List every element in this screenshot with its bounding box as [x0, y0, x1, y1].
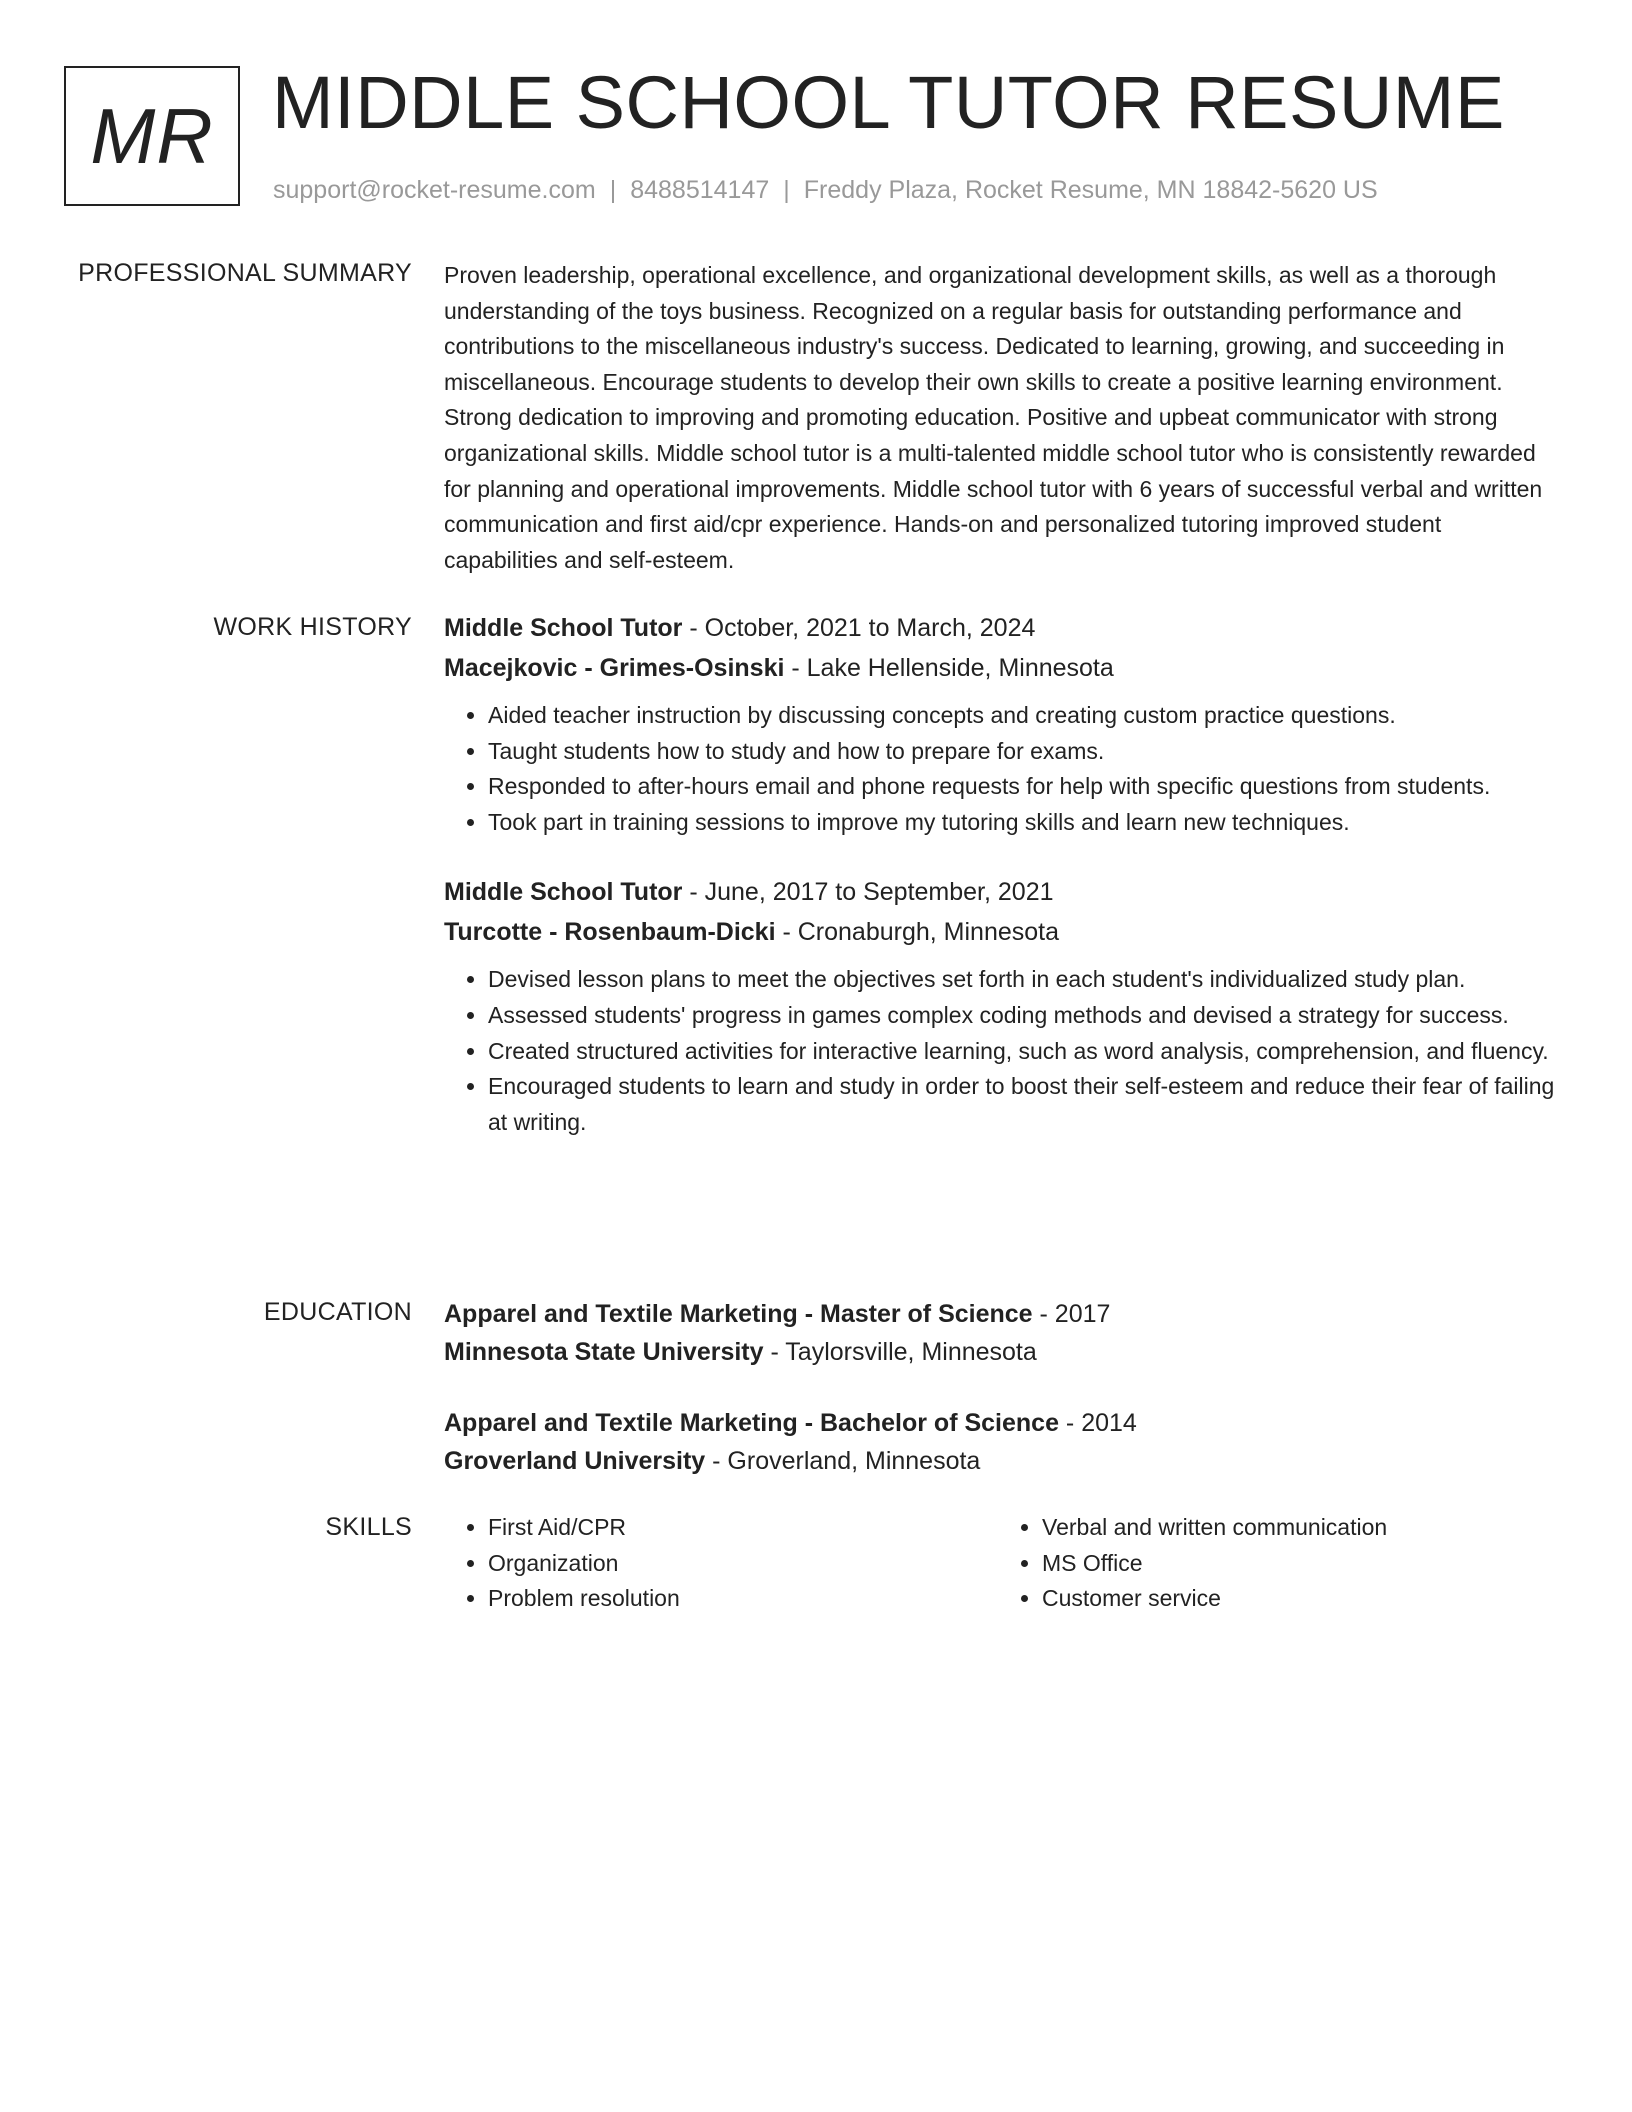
- job-company-line: [444, 648, 1556, 688]
- job-bullets: [444, 698, 1556, 840]
- job-location: - Lake Hellenside, Minnesota: [784, 654, 1114, 682]
- section-heading-skills: SKILLS: [325, 1513, 412, 1541]
- job-bullet: • Aided teacher instruction by discussing concepts and creating custom practice questions.: [488, 698, 1556, 734]
- skills-column-left: [444, 1510, 988, 1617]
- job-bullets: [444, 962, 1556, 1140]
- monogram-logo: [64, 66, 240, 206]
- education-entry: [444, 1404, 1556, 1480]
- education-entry: [444, 1295, 1556, 1371]
- skills-body: [444, 1510, 1556, 1617]
- job-bullet: • Took part in training sessions to improve my tutoring skills and learn new techniques.: [488, 805, 1556, 841]
- skill-item: • Problem resolution: [488, 1581, 988, 1617]
- job-title: Middle School Tutor: [444, 878, 683, 907]
- job-bullet: • Taught students how to study and how to prepare for exams.: [488, 734, 1556, 770]
- job-entry: [444, 608, 1556, 840]
- skill-item: • MS Office: [1042, 1546, 1542, 1582]
- contact-separator: |: [783, 176, 790, 204]
- skills-grid: [444, 1510, 1556, 1617]
- degree-year: - 2017: [1032, 1300, 1111, 1328]
- school-location: - Groverland, Minnesota: [705, 1447, 981, 1475]
- job-company: Macejkovic - Grimes-Osinski: [444, 654, 785, 682]
- degree-name: Apparel and Textile Marketing - Master of Science: [444, 1300, 1033, 1328]
- section-heading-work: WORK HISTORY: [213, 613, 412, 641]
- contact-separator: |: [609, 176, 617, 204]
- job-dates: - October, 2021 to March, 2024: [682, 614, 1036, 642]
- job-bullet: • Created structured activities for interactive learning, such as word analysis, comprehension, and fluency.: [488, 1034, 1556, 1070]
- monogram-initials: MR: [90, 91, 214, 180]
- job-dates: - June, 2017 to September, 2021: [682, 878, 1054, 907]
- job-company: Turcotte - Rosenbaum-Dicki: [444, 918, 776, 947]
- resume-title: MIDDLE SCHOOL TUTOR RESUME: [272, 61, 1505, 144]
- contact-address: Freddy Plaza, Rocket Resume, MN 18842-5620 US: [803, 176, 1378, 204]
- job-bullet: • Assessed students' progress in games complex coding methods and devised a strategy for success.: [488, 998, 1556, 1034]
- section-heading-education: EDUCATION: [263, 1298, 412, 1326]
- work-history-body: [444, 608, 1556, 1140]
- school-name: Minnesota State University: [444, 1338, 764, 1366]
- skill-item: • Customer service: [1042, 1581, 1542, 1617]
- section-heading-summary: PROFESSIONAL SUMMARY: [78, 259, 412, 287]
- degree-line: [444, 1404, 1556, 1442]
- job-bullet: • Devised lesson plans to meet the objectives set forth in each student's individualized study plan.: [488, 962, 1556, 998]
- degree-line: [444, 1295, 1556, 1333]
- job-title-line: [444, 872, 1556, 912]
- job-bullet: • Encouraged students to learn and study in order to boost their self-esteem and reduce their fear of failing at writing.: [488, 1069, 1556, 1140]
- job-company-line: [444, 912, 1556, 952]
- job-title: Middle School Tutor: [444, 614, 683, 642]
- job-title-line: [444, 608, 1556, 648]
- degree-year: - 2014: [1058, 1409, 1137, 1437]
- contact-line: [273, 175, 1378, 205]
- job-location: - Cronaburgh, Minnesota: [775, 918, 1060, 947]
- education-body: [444, 1295, 1556, 1513]
- skill-item: • Organization: [488, 1546, 988, 1582]
- school-line: [444, 1333, 1556, 1371]
- contact-phone: 8488514147: [630, 176, 770, 204]
- skill-item: • First Aid/CPR: [488, 1510, 988, 1546]
- degree-name: Apparel and Textile Marketing - Bachelor of Science: [444, 1409, 1059, 1437]
- contact-email: support@rocket-resume.com: [273, 176, 596, 204]
- school-name: Groverland University: [444, 1447, 706, 1475]
- skills-column-right: [988, 1510, 1542, 1617]
- job-entry: [444, 872, 1556, 1140]
- job-bullet: • Responded to after-hours email and phone requests for help with specific questions from students.: [488, 769, 1556, 805]
- school-location: - Taylorsville, Minnesota: [763, 1338, 1037, 1366]
- summary-body: [444, 258, 1556, 578]
- skill-item: • Verbal and written communication: [1042, 1510, 1542, 1546]
- summary-text: Proven leadership, operational excellence, and organizational development skills, as well as a thorough understanding of the toys business. Recognized on a regular basis for outstanding performance and contributions to the miscellaneous industry's success. Dedicated to learning, growing, and succeeding in miscellaneous. Encourage students to develop their own skills to create a positive learning environment. Strong dedication to improving and promoting education. Positive and upbeat communicator with strong organizational skills. Middle school tutor is a multi-talented middle school tutor who is consistently rewarded for planning and operational improvements. Middle school tutor with 6 years of successful verbal and written communication and first aid/cpr experience. Hands-on and personalized tutoring improved student capabilities and self-esteem.: [444, 262, 1543, 573]
- school-line: [444, 1442, 1556, 1480]
